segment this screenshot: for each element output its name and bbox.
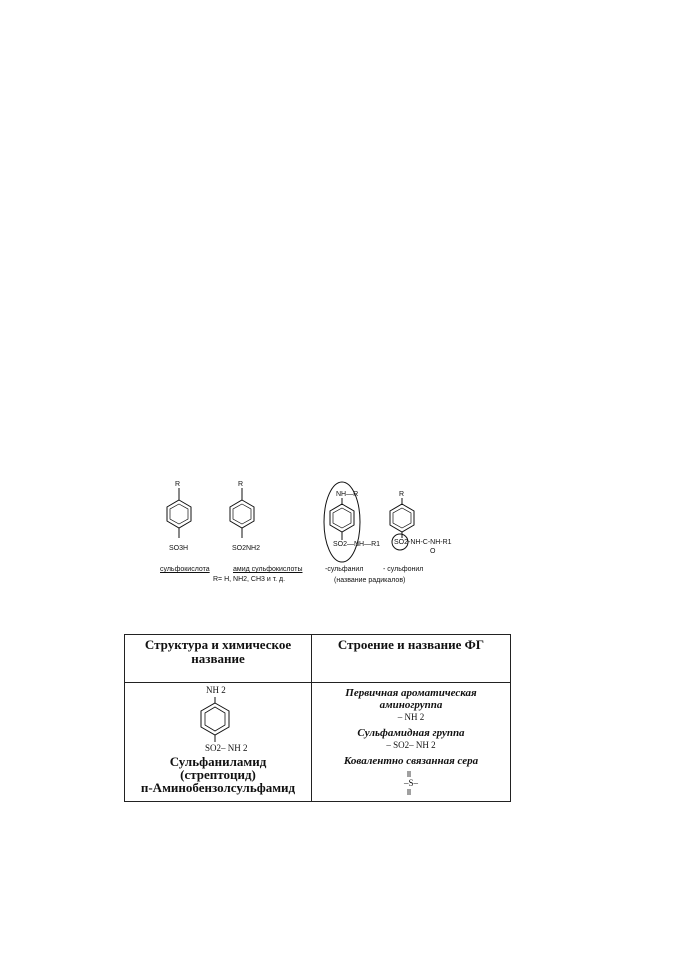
mol4-r-label: R [399, 491, 405, 498]
fg-sulfur-formula: –S– [403, 778, 418, 788]
compound-name: Сульфаниламид (стрептоцид) п-Аминобензолсульфамид [140, 754, 296, 795]
mol4-bottom-label: SO2-NH-C-NH-R1 [394, 539, 452, 546]
mol3-bottom-label: SO2—NH—R1 [333, 541, 381, 548]
functional-groups-cell [312, 683, 511, 802]
sulfanilamide-structure [185, 687, 245, 747]
mol1-group-label: SO3H [169, 545, 189, 552]
fg-sulfamide-formula: – SO2– NH 2 [386, 740, 436, 750]
benzene-ring-sulfonyl [378, 478, 438, 568]
mol3-top-label: NH—R [336, 491, 359, 498]
fg-sulfur-title: Ковалентно связанная сера [343, 755, 479, 767]
functional-groups-table [124, 634, 511, 802]
structure-cell [125, 683, 312, 802]
mol2-r-label: R [238, 481, 244, 488]
caption-radicals: (название радикалов) [334, 577, 406, 584]
fg-amino-formula: – NH 2 [397, 712, 425, 722]
caption-sulfonic-acid: сульфокислота [160, 566, 210, 573]
mol1-r-label: R [175, 481, 181, 488]
table-header-row [125, 635, 511, 683]
header-right: Строение и название ФГ [312, 635, 511, 683]
mol2-group-label: SO2NH2 [232, 545, 261, 552]
caption-r-definition: R= H, NH2, CH3 и т. д. [213, 576, 286, 583]
mol4-oxygen-label: O [430, 548, 436, 555]
caption-sulfonamide: амид сульфокислоты [233, 566, 303, 573]
structure-bottom-label: SO2– NH 2 [205, 743, 248, 753]
fg-amino-title: Первичная ароматическая аминогруппа [345, 687, 477, 711]
structure-top-label: NH 2 [206, 685, 226, 695]
header-left: Структура и химическое название [125, 635, 312, 683]
caption-sulfanil: -сульфанил [325, 566, 364, 573]
caption-sulfonil: - сульфонил [383, 566, 424, 573]
table-row [125, 683, 511, 802]
fg-sulfamide-title: Сульфамидная группа [357, 727, 465, 739]
